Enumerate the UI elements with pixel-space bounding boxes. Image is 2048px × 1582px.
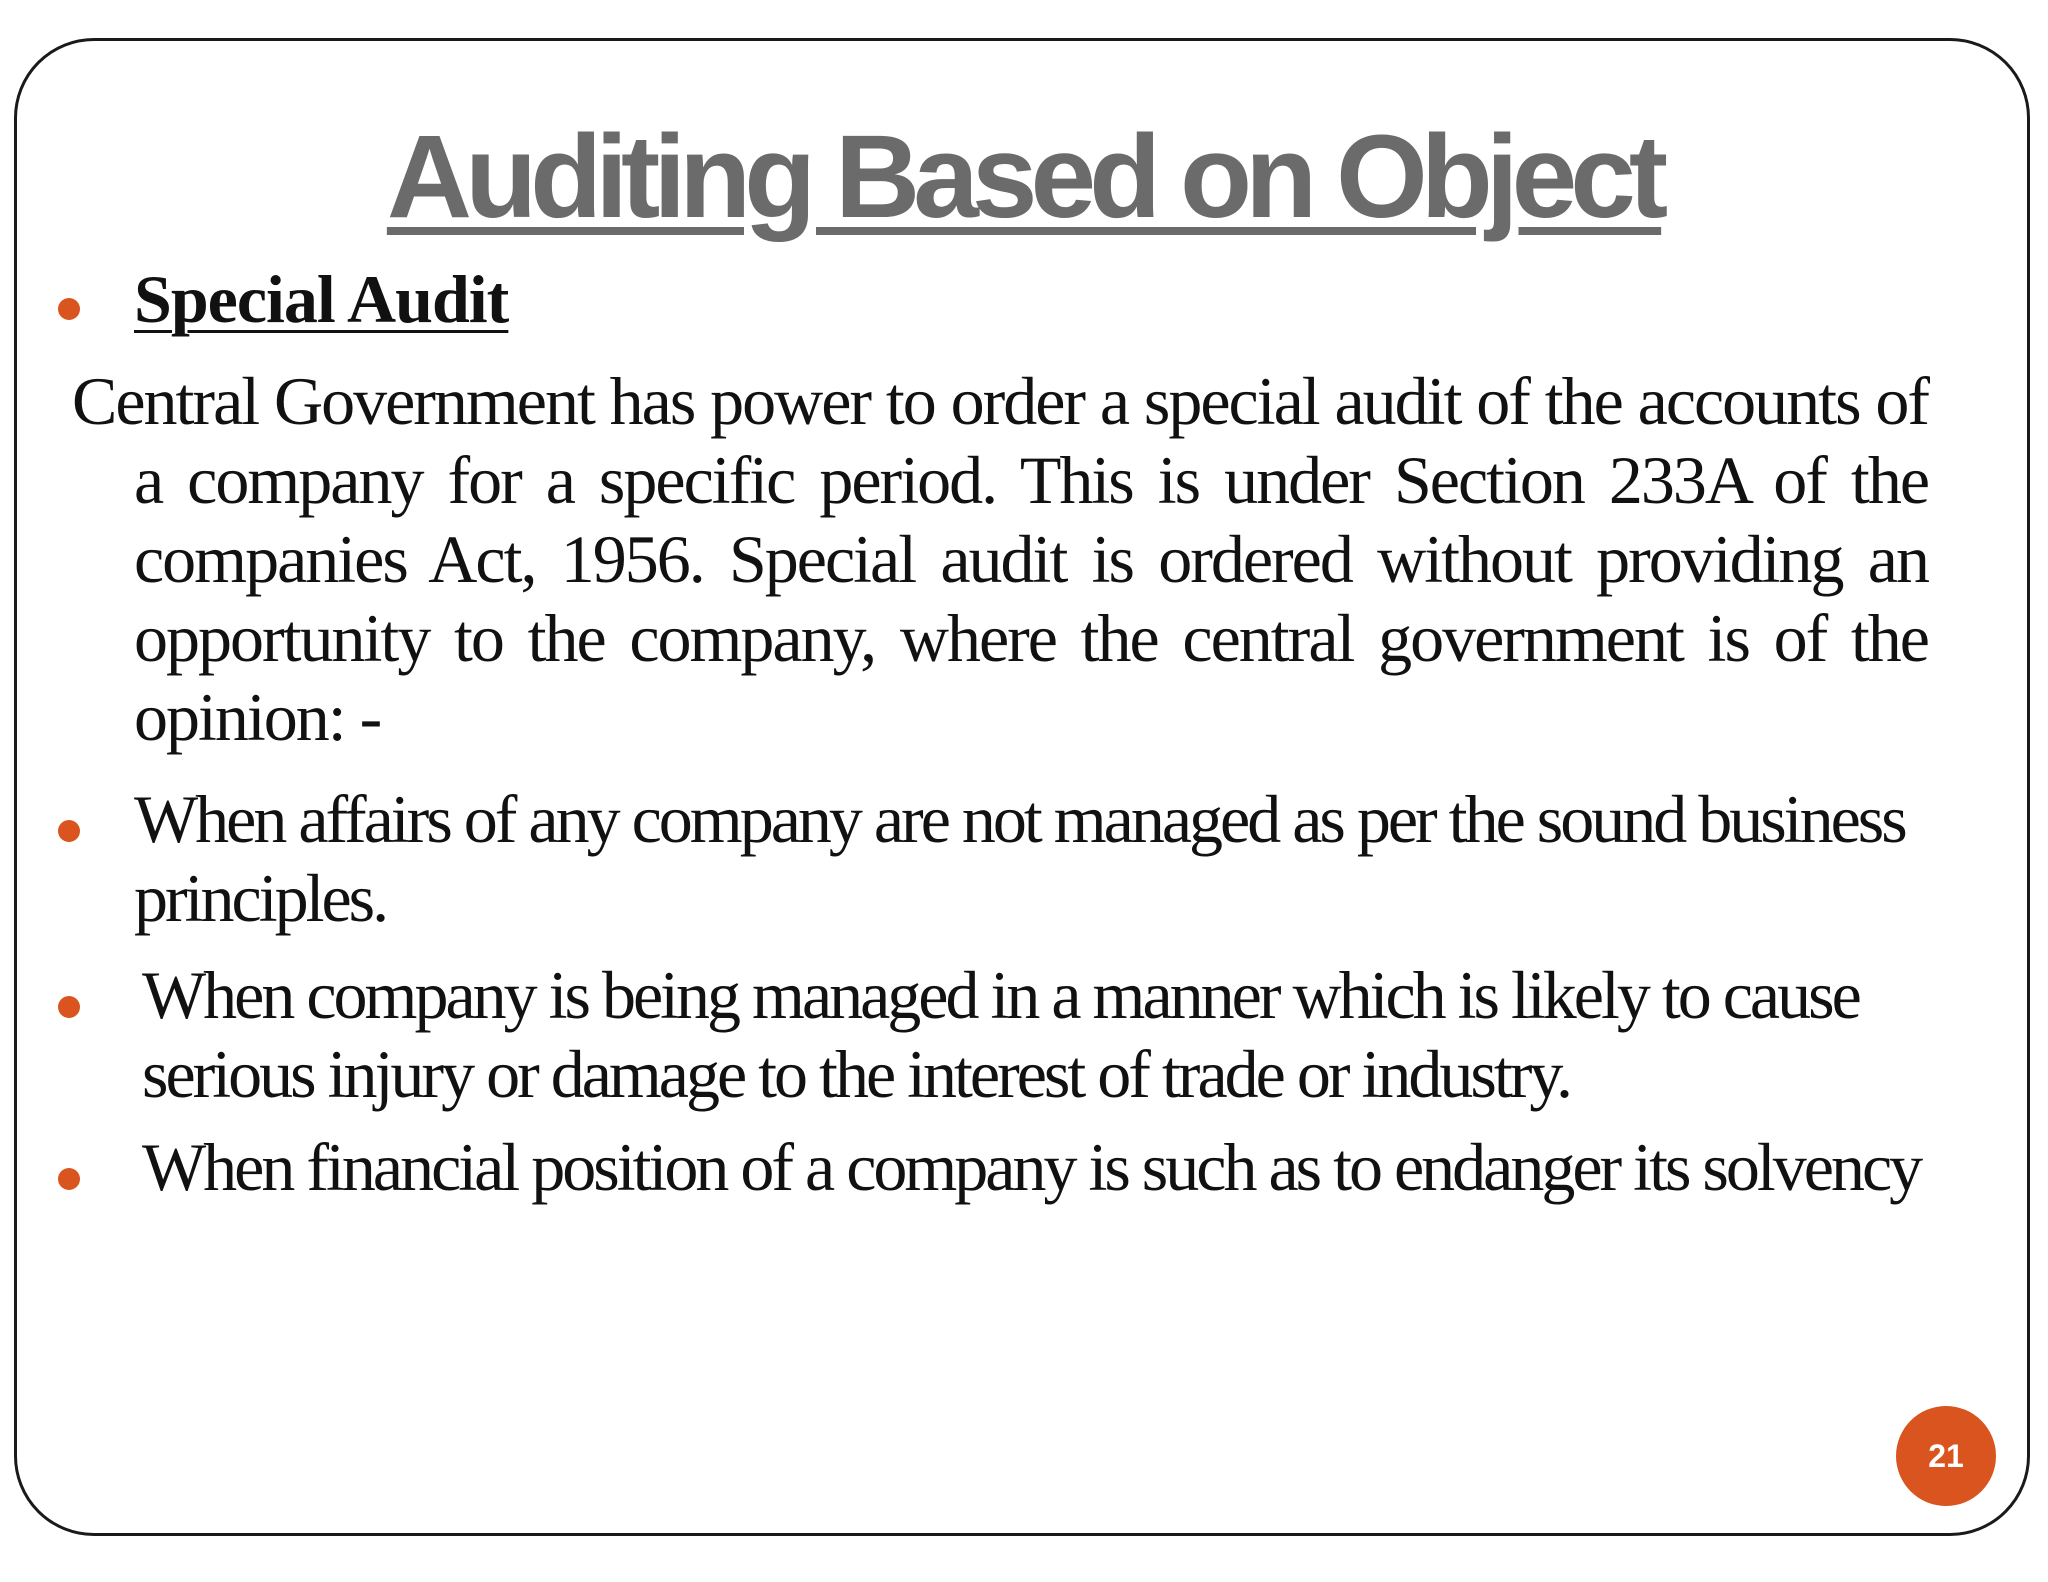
body-paragraph — [72, 362, 1928, 757]
slide-title-text: Auditing Based on Object — [386, 111, 1662, 243]
bullet-dot-icon — [58, 996, 80, 1018]
list-item: When affairs of any company are not managed as per the sound business principles. — [134, 781, 1905, 936]
list-item: When company is being managed in a manner which is likely to cause serious injury or damage to the interest of trade or industry. — [142, 957, 1859, 1112]
body-paragraph-text: Central Government has power to order a special audit of the accounts of a company for a specific period. This is under Section 233A of the companies Act, 1956. Special audit is ordered without providing an opportunity to the company, where the central government is of the opinion: - — [72, 363, 1928, 755]
page-number-badge: 21 — [1896, 1406, 1996, 1506]
bullet-dot-icon — [58, 298, 80, 320]
bullet-dot-icon — [58, 820, 80, 842]
section-heading: Special Audit — [134, 261, 509, 337]
bullet-dot-icon — [58, 1168, 80, 1190]
list-item: When financial position of a company is such as to endanger its solvency — [142, 1129, 1921, 1205]
